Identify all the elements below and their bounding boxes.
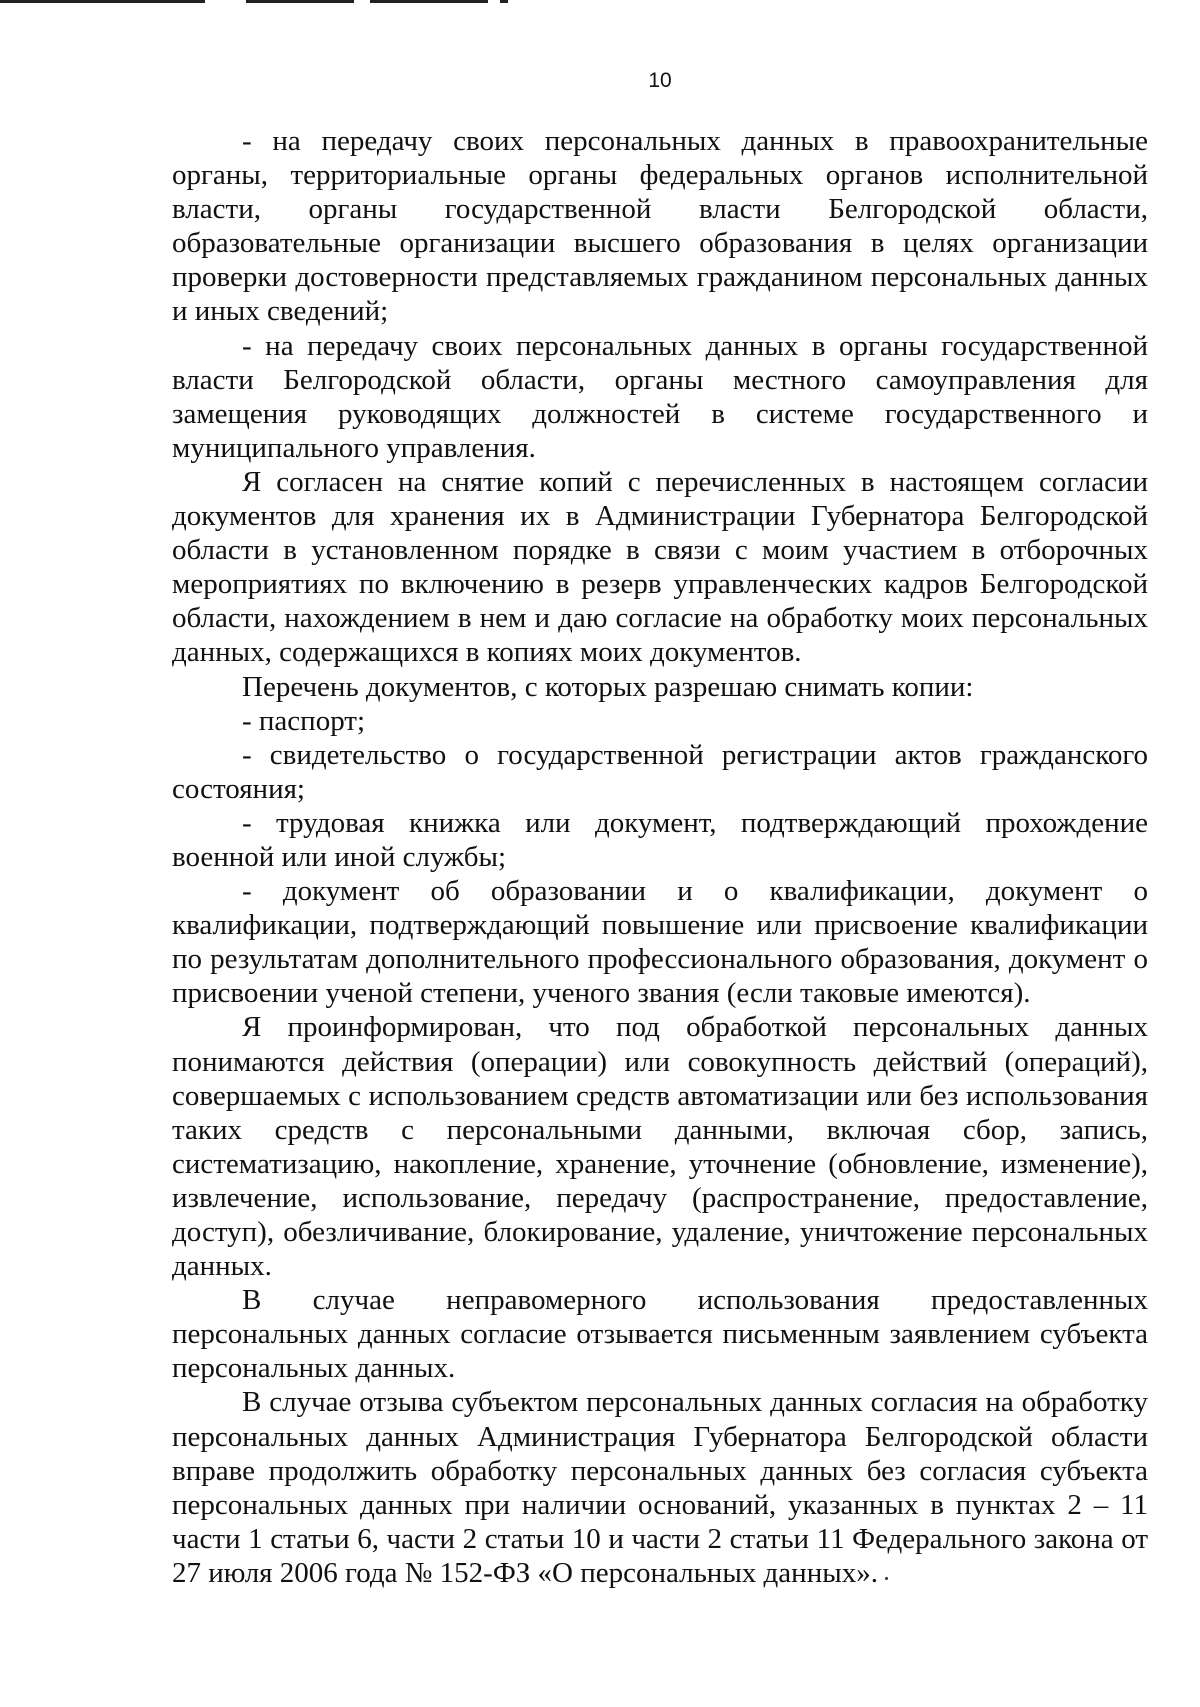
document-body	[172, 124, 1148, 1590]
list-item-passport: - паспорт;	[242, 704, 366, 737]
scan-mark	[500, 0, 508, 3]
page-number: 10	[648, 69, 672, 92]
paragraph-copy-consent: Я согласен на снятие копий с перечисленных в настоящем согласии документов для хранения их в Администрации Губернатора Белгородской области в установленном порядке в связи с моим участием в отборочных мероприятиях по включению в резерв управленческих кадров Белгородской области, нахождением в нем и даю согласие на обработку моих персональных данных, содержащихся в копиях моих документов.	[172, 465, 1148, 669]
paragraph-consent-revocation: В случае неправомерного использования предоставленных персональных данных согласие отзывается письменным заявлением субъекта персональных данных.	[172, 1284, 1148, 1385]
scan-mark	[370, 0, 488, 3]
paragraph-processing-after-revocation: В случае отзыва субъектом персональных данных согласия на обработку персональных данных Администрация Губернатора Белгородской области вправе продолжить обработку персональных данных без согласия субъекта персональных данных при наличии оснований, указанных в пунктах 2 – 11 части 1 статьи 6, части 2 статьи 10 и части 2 статьи 11 Федерального закона от 27 июля 2006 года № 152-ФЗ «О персональных данных».	[172, 1386, 1148, 1589]
list-item-employment-record: - трудовая книжка или документ, подтверждающий прохождение военной или иной службы;	[172, 806, 1148, 873]
scan-mark	[246, 0, 354, 3]
paragraph-transfer-state-bodies: - на передачу своих персональных данных в органы государственной власти Белгородской области, органы местного самоуправления для замещения руководящих должностей в системе государственного и муниципального управления.	[172, 329, 1148, 464]
scan-edge-marks	[0, 0, 1200, 6]
paragraph-processing-definition: Я проинформирован, что под обработкой персональных данных понимаются действия (операции) или совокупность действий (операций), совершаемых с использованием средств автоматизации или без использования таких средств с персональными данными, включая сбор, запись, систематизацию, накопление, хранение, уточнение (обновление, изменение), извлечение, использование, передачу (распространение, предоставление, доступ), обезличивание, блокирование, удаление, уничтожение персональных данных.	[172, 1011, 1148, 1283]
scan-mark	[0, 0, 205, 3]
scan-speck	[885, 1577, 888, 1580]
list-item-education-document: - документ об образовании и о квалификации, документ о квалификации, подтверждающий повышение или присвоение квалификации по результатам дополнительного профессионального образования, документ о присвоении ученой степени, ученого звания (если таковые имеются).	[172, 875, 1148, 1010]
list-item-civil-status-certificate: - свидетельство о государственной регистрации актов гражданского состояния;	[172, 738, 1148, 805]
paragraph-transfer-law-enforcement: - на передачу своих персональных данных в правоохранительные органы, территориальные органы федеральных органов исполнительной власти, органы государственной власти Белгородской области, образовательные организации высшего образования в целях организации проверки достоверности представляемых гражданином персональных данных и иных сведений;	[172, 125, 1148, 328]
paragraph-document-list-heading: Перечень документов, с которых разрешаю снимать копии:	[242, 670, 974, 703]
